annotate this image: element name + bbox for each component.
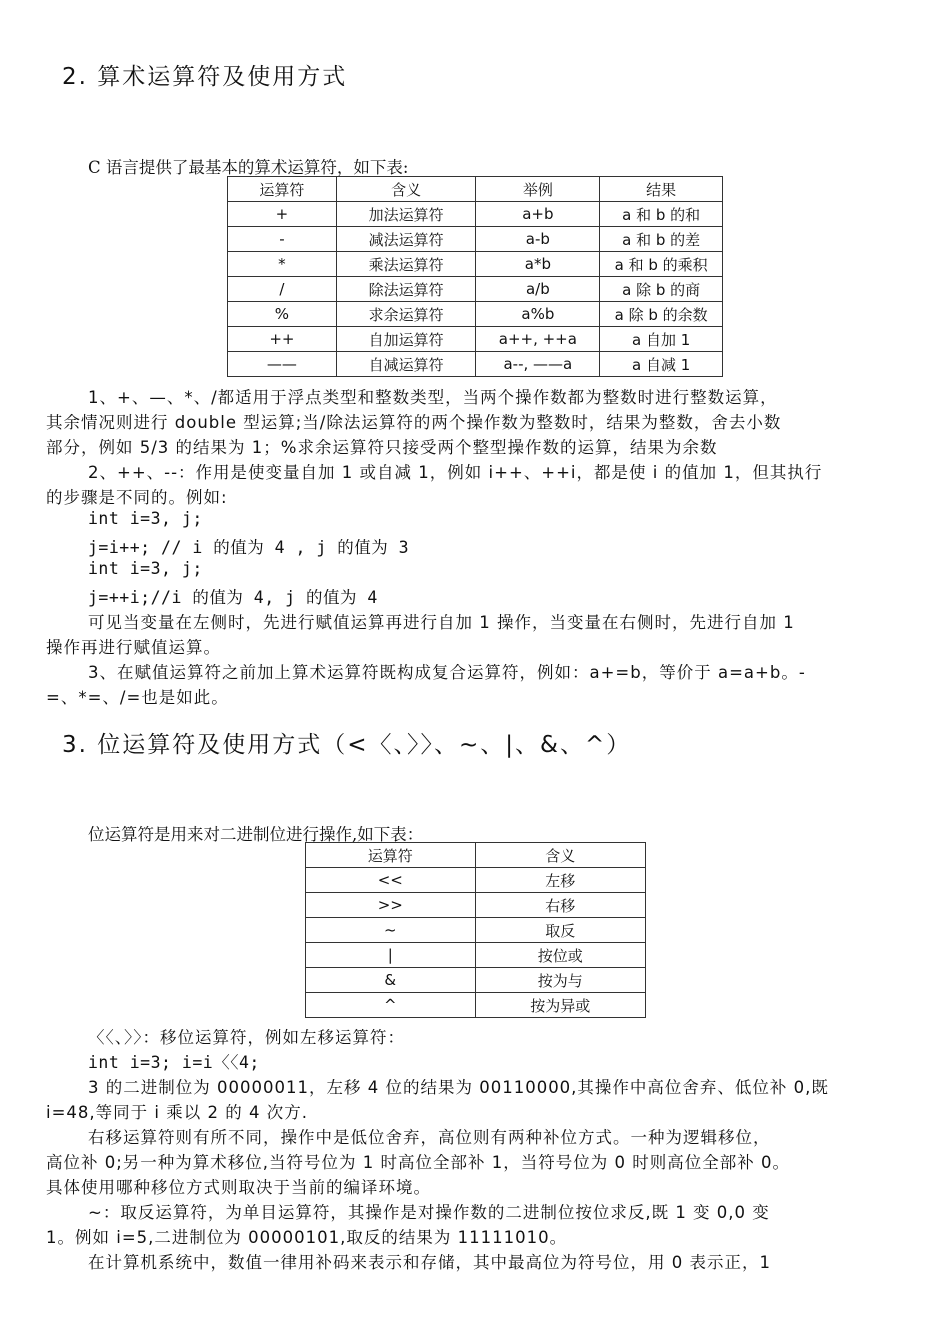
table-cell: ~ [306,918,476,943]
table-header: 结果 [600,177,723,202]
body-line: =、*=、/=也是如此。 [46,688,229,707]
table-cell: a*b [476,252,600,277]
body-line: 3、在赋值运算符之前加上算术运算符既构成复合运算符，例如：a+=b，等价于 a=a+b。- [88,663,806,682]
table-cell: a--, ——a [476,352,600,377]
section-2-intro: C 语言提供了最基本的算术运算符，如下表: [88,158,409,177]
table-row [306,943,646,968]
table-row [228,327,723,352]
table-cell: 按为与 [475,968,645,993]
table-row [306,993,646,1018]
table-row [306,868,646,893]
code-line: j=++i;//i 的值为 4, j 的值为 4 [88,588,378,607]
table-cell: a++, ++a [476,327,600,352]
table-header: 运算符 [228,177,337,202]
table-cell: << [306,868,476,893]
table-header: 举例 [476,177,600,202]
table-cell: 乘法运算符 [336,252,476,277]
table-cell: * [228,252,337,277]
table-cell: a/b [476,277,600,302]
table-cell: a 自加 1 [600,327,723,352]
table-cell: 减法运算符 [336,227,476,252]
table-cell: % [228,302,337,327]
table-cell: 加法运算符 [336,202,476,227]
table-row [306,893,646,918]
body-line: 1。例如 i=5,二进制位为 00000101,取反的结果为 11111010。 [46,1228,568,1247]
body-line: 右移运算符则有所不同，操作中是低位舍弃，高位则有两种补位方式。一种为逻辑移位， [88,1128,771,1147]
table-cell: a+b [476,202,600,227]
body-line: 3 的二进制位为 00000011，左移 4 位的结果为 00110000,其操作中高位舍弃、低位补 0,既 [88,1078,829,1097]
table-cell: 左移 [475,868,645,893]
table-cell: & [306,968,476,993]
section-2-heading: 2. 算术运算符及使用方式 [62,64,348,90]
table-cell: a 和 b 的差 [600,227,723,252]
code-line: int i=3, j; [88,559,203,578]
table-row [228,352,723,377]
code-line: j=i++; // i 的值为 4 , j 的值为 3 [88,538,410,557]
code-line: int i=3, j; [88,509,203,528]
table-cell: a%b [476,302,600,327]
body-line: 部分，例如 5/3 的结果为 1；%求余运算符只接受两个整型操作数的运算，结果为余数 [46,438,718,457]
body-line: 2、++、--：作用是使变量自加 1 或自减 1，例如 i++、++i，都是使 i 的值加 1，但其执行 [88,463,823,482]
table-row [228,202,723,227]
table-header: 运算符 [306,843,476,868]
table-cell: a 自减 1 [600,352,723,377]
section-3-heading: 3. 位运算符及使用方式（<〈、〉〉、~、|、&、^） [62,732,632,758]
body-line: ~：取反运算符，为单目运算符，其操作是对操作数的二进制位按位求反,既 1 变 0,0 变 [88,1203,770,1222]
body-line: 1、+、—、*、/都适用于浮点类型和整数类型，当两个操作数都为整数时进行整数运算， [88,388,778,407]
table-cell: 自减运算符 [336,352,476,377]
table-cell: a-b [476,227,600,252]
table-cell: 除法运算符 [336,277,476,302]
body-line: 其余情况则进行 double 型运算;当/除法运算符的两个操作数为整数时，结果为整数，舍去小数 [46,413,782,432]
table-cell: 自加运算符 [336,327,476,352]
table-header-row [306,843,646,868]
table-cell: - [228,227,337,252]
table-cell: a 和 b 的和 [600,202,723,227]
code-line: int i=3; i=i〈〈4; [88,1053,260,1072]
table-row [228,277,723,302]
bitwise-operator-table [305,842,646,1018]
table-row [228,227,723,252]
body-line: i=48,等同于 i 乘以 2 的 4 次方. [46,1103,308,1122]
table-cell: —— [228,352,337,377]
body-line: 操作再进行赋值运算。 [46,638,221,657]
table-row [306,918,646,943]
table-cell: 右移 [475,893,645,918]
table-cell: 按为异或 [475,993,645,1018]
table-row [306,968,646,993]
body-line: 〈〈、〉〉：移位运算符，例如左移运算符： [88,1028,405,1047]
arithmetic-operator-table [227,176,723,377]
table-cell: 取反 [475,918,645,943]
table-cell: a 除 b 的余数 [600,302,723,327]
table-cell: a 除 b 的商 [600,277,723,302]
body-line: 的步骤是不同的。例如: [46,488,228,507]
table-cell: + [228,202,337,227]
body-line: 在计算机系统中，数值一律用补码来表示和存储，其中最高位为符号位，用 0 表示正，1 [88,1253,771,1272]
body-line: 具体使用哪种移位方式则取决于当前的编译环境。 [46,1178,431,1197]
table-row [228,252,723,277]
table-cell: | [306,943,476,968]
table-header-row [228,177,723,202]
table-cell: ^ [306,993,476,1018]
table-cell: ++ [228,327,337,352]
table-header: 含义 [336,177,476,202]
table-header: 含义 [475,843,645,868]
table-cell: a 和 b 的乘积 [600,252,723,277]
body-line: 高位补 0;另一种为算术移位,当符号位为 1 时高位全部补 1，当符号位为 0 时则高位全部补 0。 [46,1153,791,1172]
section-3-intro: 位运算符是用来对二进制位进行操作,如下表： [88,825,424,844]
table-cell: 按位或 [475,943,645,968]
table-cell: 求余运算符 [336,302,476,327]
table-cell: / [228,277,337,302]
body-line: 可见当变量在左侧时，先进行赋值运算再进行自加 1 操作，当变量在右侧时，先进行自加 1 [88,613,795,632]
table-row [228,302,723,327]
table-cell: >> [306,893,476,918]
